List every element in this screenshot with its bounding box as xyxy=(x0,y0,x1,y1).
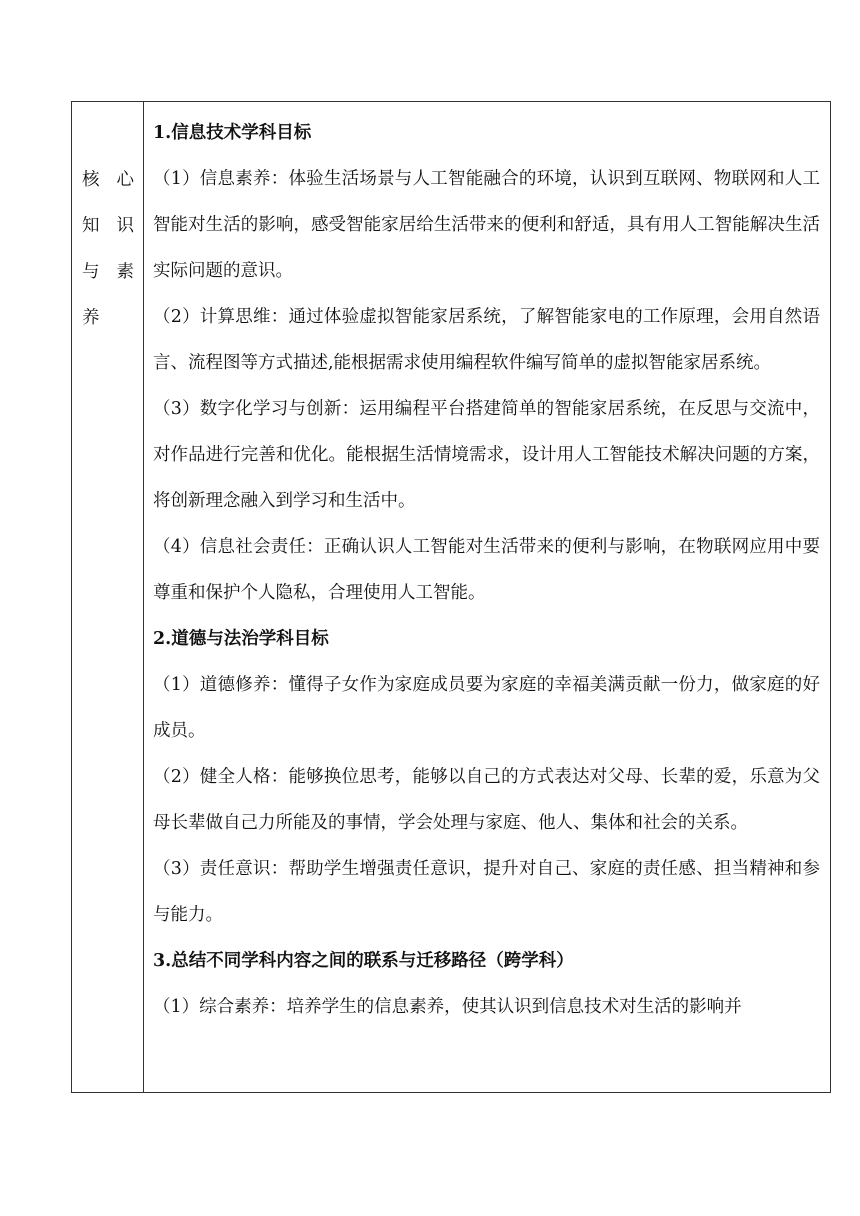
row-label-char: 识 xyxy=(116,216,134,236)
row-label-line xyxy=(72,203,143,249)
row-label-char: 核 xyxy=(82,170,100,190)
section-heading-cross-subject: 3.总结不同学科内容之间的联系与迁移路径（跨学科） xyxy=(153,951,574,971)
content-table xyxy=(71,101,831,1093)
section-heading-morality: 2.道德与法治学科目标 xyxy=(153,629,329,649)
paragraph: （3）数字化学习与创新：运用编程平台搭建简单的智能家居系统，在反思与交流中，对作品进行完善和优化。能根据生活情境需求，设计用人工智能技术解决问题的方案，将创新理念融入到学习和生活中。 xyxy=(153,399,820,511)
paragraph: （1）道德修养：懂得子女作为家庭成员要为家庭的幸福美满贡献一份力，做家庭的好成员。 xyxy=(153,675,820,741)
row-label-line xyxy=(72,249,143,295)
paragraph: （2）健全人格：能够换位思考，能够以自己的方式表达对父母、长辈的爱，乐意为父母长辈做自己力所能及的事情，学会处理与家庭、他人、集体和社会的关系。 xyxy=(153,767,820,833)
paragraph: （1）信息素养：体验生活场景与人工智能融合的环境，认识到互联网、物联网和人工智能对生活的影响，感受智能家居给生活带来的便利和舒适，具有用人工智能解决生活实际问题的意识。 xyxy=(153,169,820,281)
row-label-char: 与 xyxy=(82,262,100,282)
row-label-char: 心 xyxy=(116,170,134,190)
row-label-line xyxy=(72,295,143,341)
row-label-char: 素 xyxy=(116,262,134,282)
paragraph: （3）责任意识：帮助学生增强责任意识，提升对自己、家庭的责任感、担当精神和参与能力。 xyxy=(153,859,820,925)
paragraph: （4）信息社会责任：正确认识人工智能对生活带来的便利与影响，在物联网应用中要尊重和保护个人隐私，合理使用人工智能。 xyxy=(153,537,820,603)
paragraph: （1）综合素养：培养学生的信息素养，使其认识到信息技术对生活的影响并 xyxy=(153,997,742,1017)
row-label-char: 知 xyxy=(82,216,100,236)
content-cell xyxy=(144,102,830,1092)
section-heading-it: 1.信息技术学科目标 xyxy=(153,123,312,143)
paragraph: （2）计算思维：通过体验虚拟智能家居系统，了解智能家电的工作原理，会用自然语言、流程图等方式描述,能根据需求使用编程软件编写简单的虚拟智能家居系统。 xyxy=(153,307,820,373)
row-label-cell xyxy=(72,102,144,1092)
row-label-line xyxy=(72,157,143,203)
row-label-char: 养 xyxy=(82,308,100,328)
